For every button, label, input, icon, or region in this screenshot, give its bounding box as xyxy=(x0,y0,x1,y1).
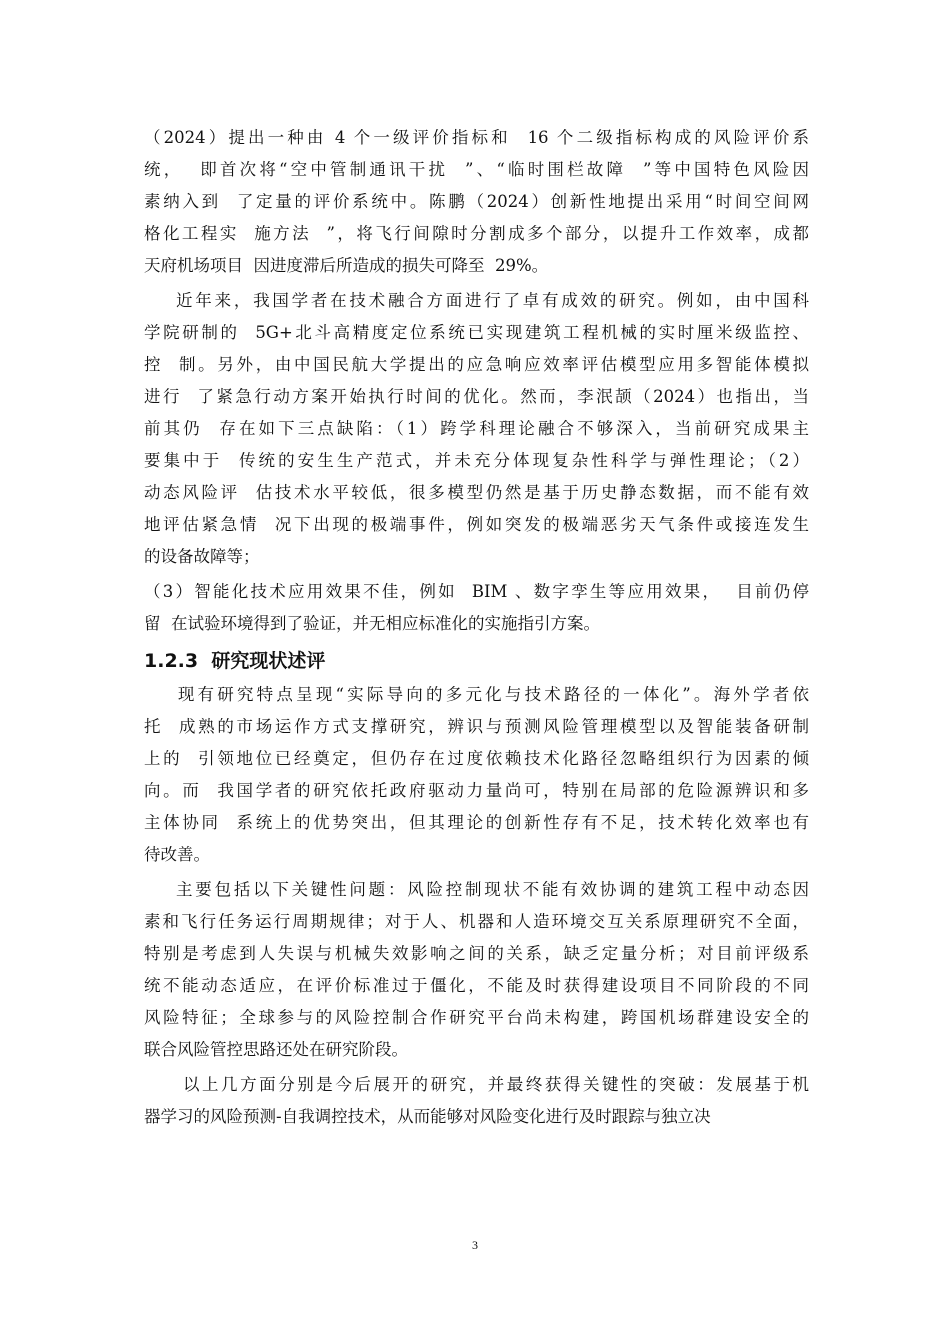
text-line: 素和飞行任务运行周期规律；对于人、机器和人造环境交互关系原理研究不全面， xyxy=(144,912,809,931)
page-number: 3 xyxy=(472,1238,478,1252)
text-line: 留 在试验环境得到了验证，并无相应标准化的实施指引方案。 xyxy=(144,614,600,633)
text-line: 托 成熟的市场运作方式支撑研究，辨识与预测风险管理模型以及智能装备研制 xyxy=(144,717,809,736)
text-line: 动态风险评 估技术水平较低，很多模型仍然是基于历史静态数据，而不能有效 xyxy=(144,483,809,502)
paragraph xyxy=(144,285,809,573)
paragraph xyxy=(144,1069,809,1133)
text-line: 特别是考虑到人失误与机械失效影响之间的关系，缺乏定量分析；对目前评级系 xyxy=(144,944,809,963)
paragraph-gap xyxy=(144,1133,809,1136)
text-line: 以上几方面分别是今后展开的研究，并最终获得关键性的突破：发展基于机 xyxy=(144,1075,809,1094)
text-line: 要集中于 传统的安生生产范式，并未充分体现复杂性科学与弹性理论；（2） xyxy=(144,451,809,470)
text-line: 进行 了紧急行动方案开始执行时间的优化。然而，李泯颉（2024）也指出，当 xyxy=(144,387,809,406)
text-line: 素纳入到 了定量的评价系统中。陈鹏（2024）创新性地提出采用“时间空间网 xyxy=(144,192,809,211)
text-line: 向。而 我国学者的研究依托政府驱动力量尚可，特别在局部的危险源辨识和多 xyxy=(144,781,809,800)
text-line: 统不能动态适应，在评价标准过于僵化，不能及时获得建设项目不同阶段的不同 xyxy=(144,976,809,995)
text-line: 天府机场项目 因进度滞后所造成的损失可降至 29%。 xyxy=(144,256,549,275)
document-body xyxy=(144,122,809,1136)
text-line: 待改善。 xyxy=(144,845,210,864)
paragraph xyxy=(144,122,809,282)
text-line: 联合风险管控思路还处在研究阶段。 xyxy=(144,1040,408,1059)
paragraph xyxy=(144,874,809,1066)
text-line: 上的 引领地位已经奠定，但仍存在过度依赖技术化路径忽略组织行为因素的倾 xyxy=(144,749,809,768)
text-line: 统， 即首次将“空中管制通讯干扰 ”、“临时围栏故障 ”等中国特色风险因 xyxy=(144,160,809,179)
text-line: 控 制。另外，由中国民航大学提出的应急响应效率评估模型应用多智能体模拟 xyxy=(144,355,809,374)
text-line: 近年来，我国学者在技术融合方面进行了卓有成效的研究。例如，由中国科 xyxy=(144,291,809,310)
section-heading: 1.2.3 研究现状述评 xyxy=(144,650,326,672)
text-line: 学院研制的 5G+北斗高精度定位系统已实现建筑工程机械的实时厘米级监控、 xyxy=(144,323,809,342)
text-line: 器学习的风险预测-自我调控技术，从而能够对风险变化进行及时跟踪与独立决 xyxy=(144,1107,711,1126)
paragraph xyxy=(144,679,809,871)
paragraph xyxy=(144,576,809,640)
text-line: 现有研究特点呈现“实际导向的多元化与技术路径的一体化”。海外学者依 xyxy=(144,685,809,704)
text-line: 主要包括以下关键性问题：风险控制现状不能有效协调的建筑工程中动态因 xyxy=(144,880,809,899)
text-line: 格化工程实 施方法 ”，将飞行间隙时分割成多个部分，以提升工作效率，成都 xyxy=(144,224,809,243)
text-line: （3）智能化技术应用效果不佳，例如 BIM 、数字孪生等应用效果， 目前仍停 xyxy=(144,582,809,601)
text-line: 风险特征；全球参与的风险控制合作研究平台尚未构建，跨国机场群建设安全的 xyxy=(144,1008,809,1027)
text-line: 主体协同 系统上的优势突出，但其理论的创新性存有不足，技术转化效率也有 xyxy=(144,813,809,832)
text-line: 前其仍 存在如下三点缺陷：（1）跨学科理论融合不够深入，当前研究成果主 xyxy=(144,419,809,438)
text-line: 的设备故障等； xyxy=(144,547,260,566)
text-line: 地评估紧急情 况下出现的极端事件，例如突发的极端恶劣天气条件或接连发生 xyxy=(144,515,809,534)
text-line: （2024）提出一种由 4 个一级评价指标和 16 个二级指标构成的风险评价系 xyxy=(144,128,809,147)
